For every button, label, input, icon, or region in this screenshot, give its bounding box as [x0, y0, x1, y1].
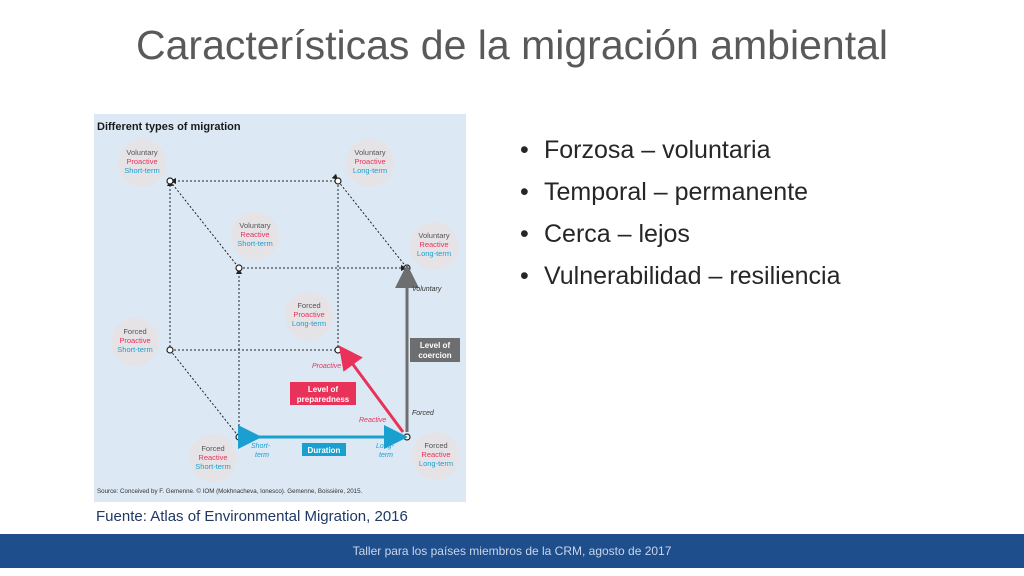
coercion-label-2: coercion — [418, 351, 452, 360]
node-frl-1: Forced — [424, 441, 448, 450]
label-proactive: Proactive — [312, 363, 342, 370]
bullet-item — [520, 216, 840, 258]
migration-diagram — [94, 114, 466, 502]
figure-caption: Fuente: Atlas of Environmental Migration, 2016 — [96, 508, 408, 525]
figure-source: Source: Conceived by F. Gemenne. © IOM (Mokhnacheva, Ionesco). Gemenne, Boissière, 2015. — [97, 488, 363, 495]
node-vrl-2: Reactive — [419, 240, 449, 249]
label-short-1: Short- — [251, 443, 271, 450]
duration-label: Duration — [307, 446, 341, 455]
footer-text: Taller para los países miembros de la CRM, agosto de 2017 — [352, 544, 672, 558]
label-short-2: term — [255, 452, 269, 459]
footer-bar — [0, 534, 1024, 568]
node-fpl-2: Proactive — [293, 310, 325, 319]
label-forced: Forced — [412, 410, 434, 417]
label-voluntary: Voluntary — [412, 286, 442, 293]
bullet-text: Temporal – permanente — [544, 178, 809, 206]
label-long-1: Long- — [376, 443, 394, 450]
bullet-item — [520, 132, 840, 174]
node-fpl-1: Forced — [297, 301, 321, 310]
preparedness-label-1: Level of — [307, 385, 339, 394]
node-vps-3: Short-term — [124, 166, 160, 175]
bullet-item — [520, 258, 840, 300]
node-fps-2: Proactive — [119, 336, 151, 345]
node-fpl-3: Long-term — [291, 319, 327, 328]
bullet-text: Cerca – lejos — [544, 220, 690, 248]
bullet-text: Vulnerabilidad – resiliencia — [544, 262, 841, 290]
node-frl-3: Long-term — [418, 459, 454, 468]
coercion-label-1: Level of — [419, 341, 451, 350]
node-fps-3: Short-term — [117, 345, 153, 354]
bullet-dot-icon: • — [520, 262, 529, 290]
node-vrs-3: Short-term — [237, 239, 273, 248]
bullet-list — [520, 132, 840, 300]
label-long-2: term — [379, 452, 393, 459]
slide-title: Características de la migración ambiental — [136, 22, 888, 68]
bullet-dot-icon: • — [520, 136, 529, 164]
node-texts — [117, 148, 453, 471]
preparedness-label-2: preparedness — [296, 395, 350, 404]
node-vrl-1: Voluntary — [418, 231, 450, 240]
node-vpl-2: Proactive — [354, 157, 386, 166]
node-vpl-3: Long-term — [352, 166, 388, 175]
bullet-dot-icon: • — [520, 220, 529, 248]
node-vrl-3: Long-term — [416, 249, 452, 258]
bullet-item — [520, 174, 840, 216]
node-frs-1: Forced — [201, 444, 225, 453]
node-fps-1: Forced — [123, 327, 147, 336]
node-frs-2: Reactive — [198, 453, 228, 462]
node-vrs-2: Reactive — [240, 230, 270, 239]
node-vps-2: Proactive — [126, 157, 158, 166]
node-vrs-1: Voluntary — [239, 221, 271, 230]
figure-heading: Different types of migration — [97, 121, 241, 133]
node-frl-2: Reactive — [421, 450, 451, 459]
bullet-text: Forzosa – voluntaria — [544, 136, 771, 164]
axis-endpoint-labels — [251, 286, 442, 459]
node-frs-3: Short-term — [195, 462, 231, 471]
bullet-dot-icon: • — [520, 178, 529, 206]
migration-cube-svg — [94, 114, 466, 502]
node-vpl-1: Voluntary — [354, 148, 386, 157]
node-vps-1: Voluntary — [126, 148, 158, 157]
label-reactive: Reactive — [359, 417, 387, 424]
